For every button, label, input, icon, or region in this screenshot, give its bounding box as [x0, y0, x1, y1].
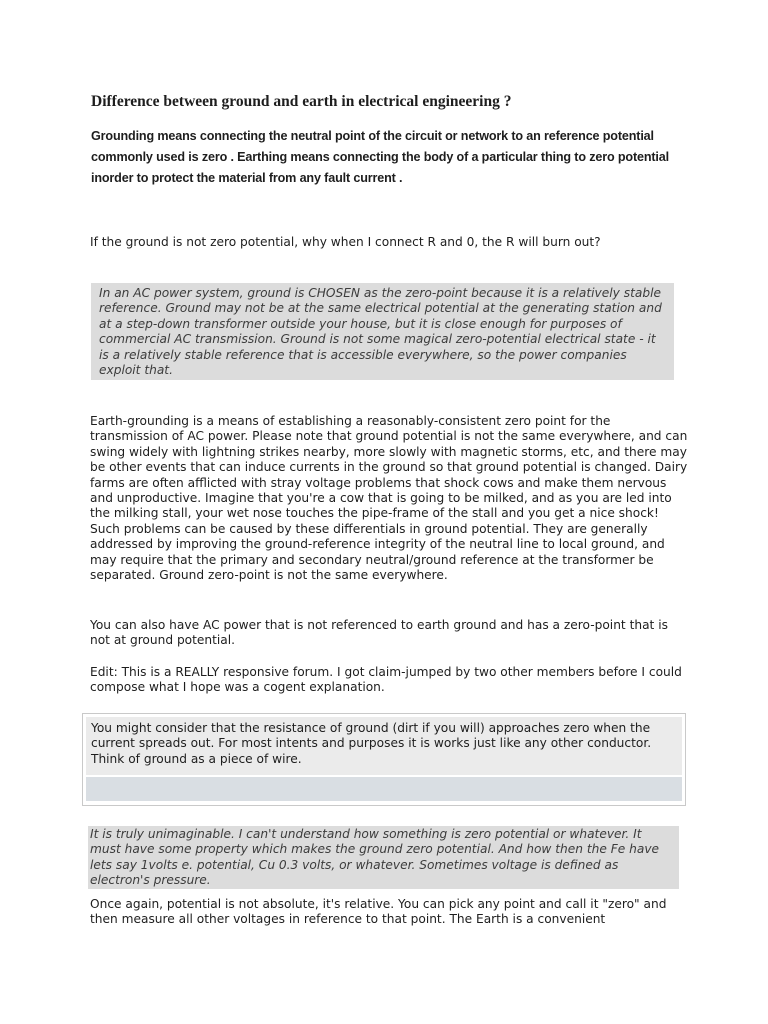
earth-grounding-paragraph: Earth-grounding is a means of establishing a reasonably-consistent zero point for the transmission of AC power. Please note that ground potential is not the same everywhere, and can swing widely with lightning strikes nearby, more slowly with magnetic storms, etc, and there may be other events that can induce currents in the ground so that ground potential is changed. Dairy farms are often afflicted with stray voltage problems that shock cows and make them nervous and unproductive. Imagine that you're a cow that is going to be milked, and as you are led into the milking stall, your wet nose touches the pipe-frame of the stall and you get a nice shock! Such problems can be caused by these differentials in ground potential. They are generally addressed by improving the ground-reference integrity of the neutral line to local ground, and may require that the primary and secondary neutral/ground reference at the transformer be separated. Ground zero-point is not the same everywhere. [90, 414, 688, 583]
relative-potential-paragraph: Once again, potential is not absolute, it's relative. You can pick any point and call it "zero" and then measure all other voltages in reference to that point. The Earth is a convenient [90, 897, 667, 927]
reply-text: You might consider that the resistance of ground (dirt if you will) approaches zero when the current spreads out. For most intents and purposes it is works just like any other conductor. Think of ground as a piece of wire. [86, 717, 682, 775]
edit-note-paragraph: Edit: This is a REALLY responsive forum. I got claim-jumped by two other members before I could compose what I hope was a cogent explanation. [90, 665, 682, 695]
reply-footer-bar [86, 777, 682, 801]
page-title: Difference between ground and earth in electrical engineering ? [91, 93, 512, 110]
question-text: If the ground is not zero potential, why when I connect R and 0, the R will burn out? [90, 235, 601, 249]
quoted-reply-block: In an AC power system, ground is CHOSEN as the zero-point because it is a relatively stable reference. Ground may not be at the same electrical potential at the generating station and at a step-down transformer outside your house, but it is close enough for purposes of commercial AC transmission. Ground is not some magical zero-potential electrical state - it is a relatively stable reference that is accessible everywhere, so the power companies exploit that. [91, 283, 674, 380]
quoted-question-block: It is truly unimaginable. I can't understand how something is zero potential or whatever. It must have some property which makes the ground zero potential. And how then the Fe have lets say 1volts e. potential, Cu 0.3 volts, or whatever. Sometimes voltage is defined as electron's pressure. [88, 826, 679, 889]
reply-box [82, 713, 686, 806]
intro-paragraph: Grounding means connecting the neutral point of the circuit or network to an reference potential commonly used is zero . Earthing means connecting the body of a particular thing to zero potential inorder to protect the material from any fault current . [91, 129, 669, 185]
ac-power-paragraph: You can also have AC power that is not referenced to earth ground and has a zero-point that is not at ground potential. [90, 618, 668, 648]
